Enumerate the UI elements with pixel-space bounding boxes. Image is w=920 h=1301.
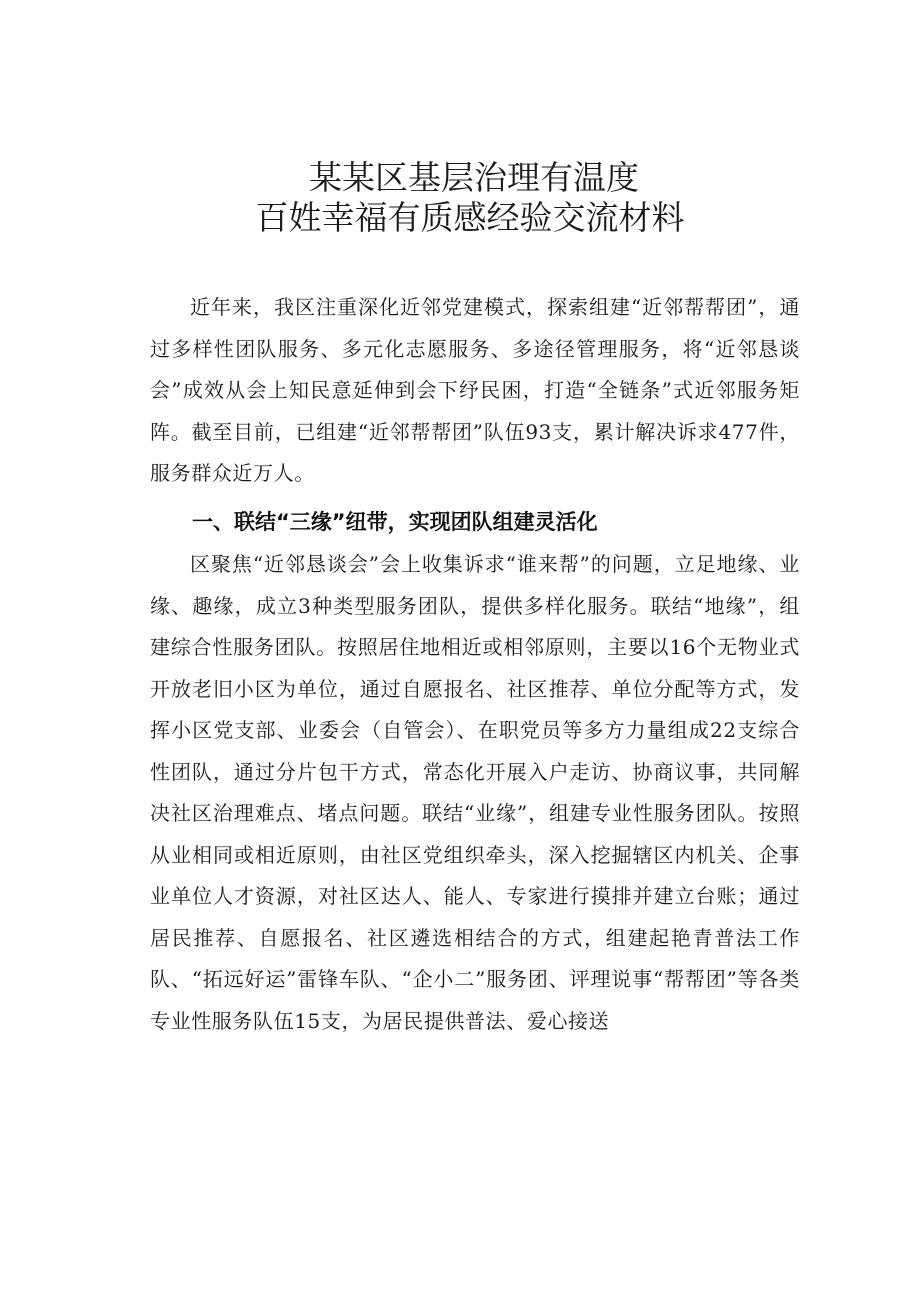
section-1-heading: 一、联结“三缘”纽带，实现团队组建灵活化 <box>192 510 598 534</box>
document-title-line-1: 某某区基层治理有温度 <box>309 158 639 197</box>
intro-paragraph: 近年来，我区注重深化近邻党建模式，探索组建“近邻帮帮团”，通过多样性团队服务、多元化志愿服务、多途径管理服务，将“近邻恳谈会”成效从会上知民意延伸到会下纾民困，打造“全链条”式近邻服务矩阵。截至目前，已组建“近邻帮帮团”队伍93支，累计解决诉求477件，服务群众近万人。 <box>150 295 800 485</box>
document-title-line-2: 百姓幸福有质感经验交流材料 <box>255 198 685 237</box>
section-1-paragraph: 区聚焦“近邻恳谈会”会上收集诉求“谁来帮”的问题，立足地缘、业缘、趣缘，成立3种类型服务团队，提供多样化服务。联结“地缘”，组建综合性服务团队。按照居住地相近或相邻原则，主要以16个无物业式开放老旧小区为单位，通过自愿报名、社区推荐、单位分配等方式，发挥小区党支部、业委会（自管会）、在职党员等多方力量组成22支综合性团队，通过分片包干方式，常态化开展入户走访、协商议事，共同解决社区治理难点、堵点问题。联结“业缘”，组建专业性服务团队。按照从业相同或相近原则，由社区党组织牵头，深入挖掘辖区内机关、企事业单位人才资源，对社区达人、能人、专家进行摸排并建立台账；通过居民推荐、自愿报名、社区遴选相结合的方式，组建起艳青普法工作队、“拓远好运”雷锋车队、“企小二”服务团、评理说事“帮帮团”等各类专业性服务队伍15支，为居民提供普法、爱心接送 <box>150 552 800 1033</box>
